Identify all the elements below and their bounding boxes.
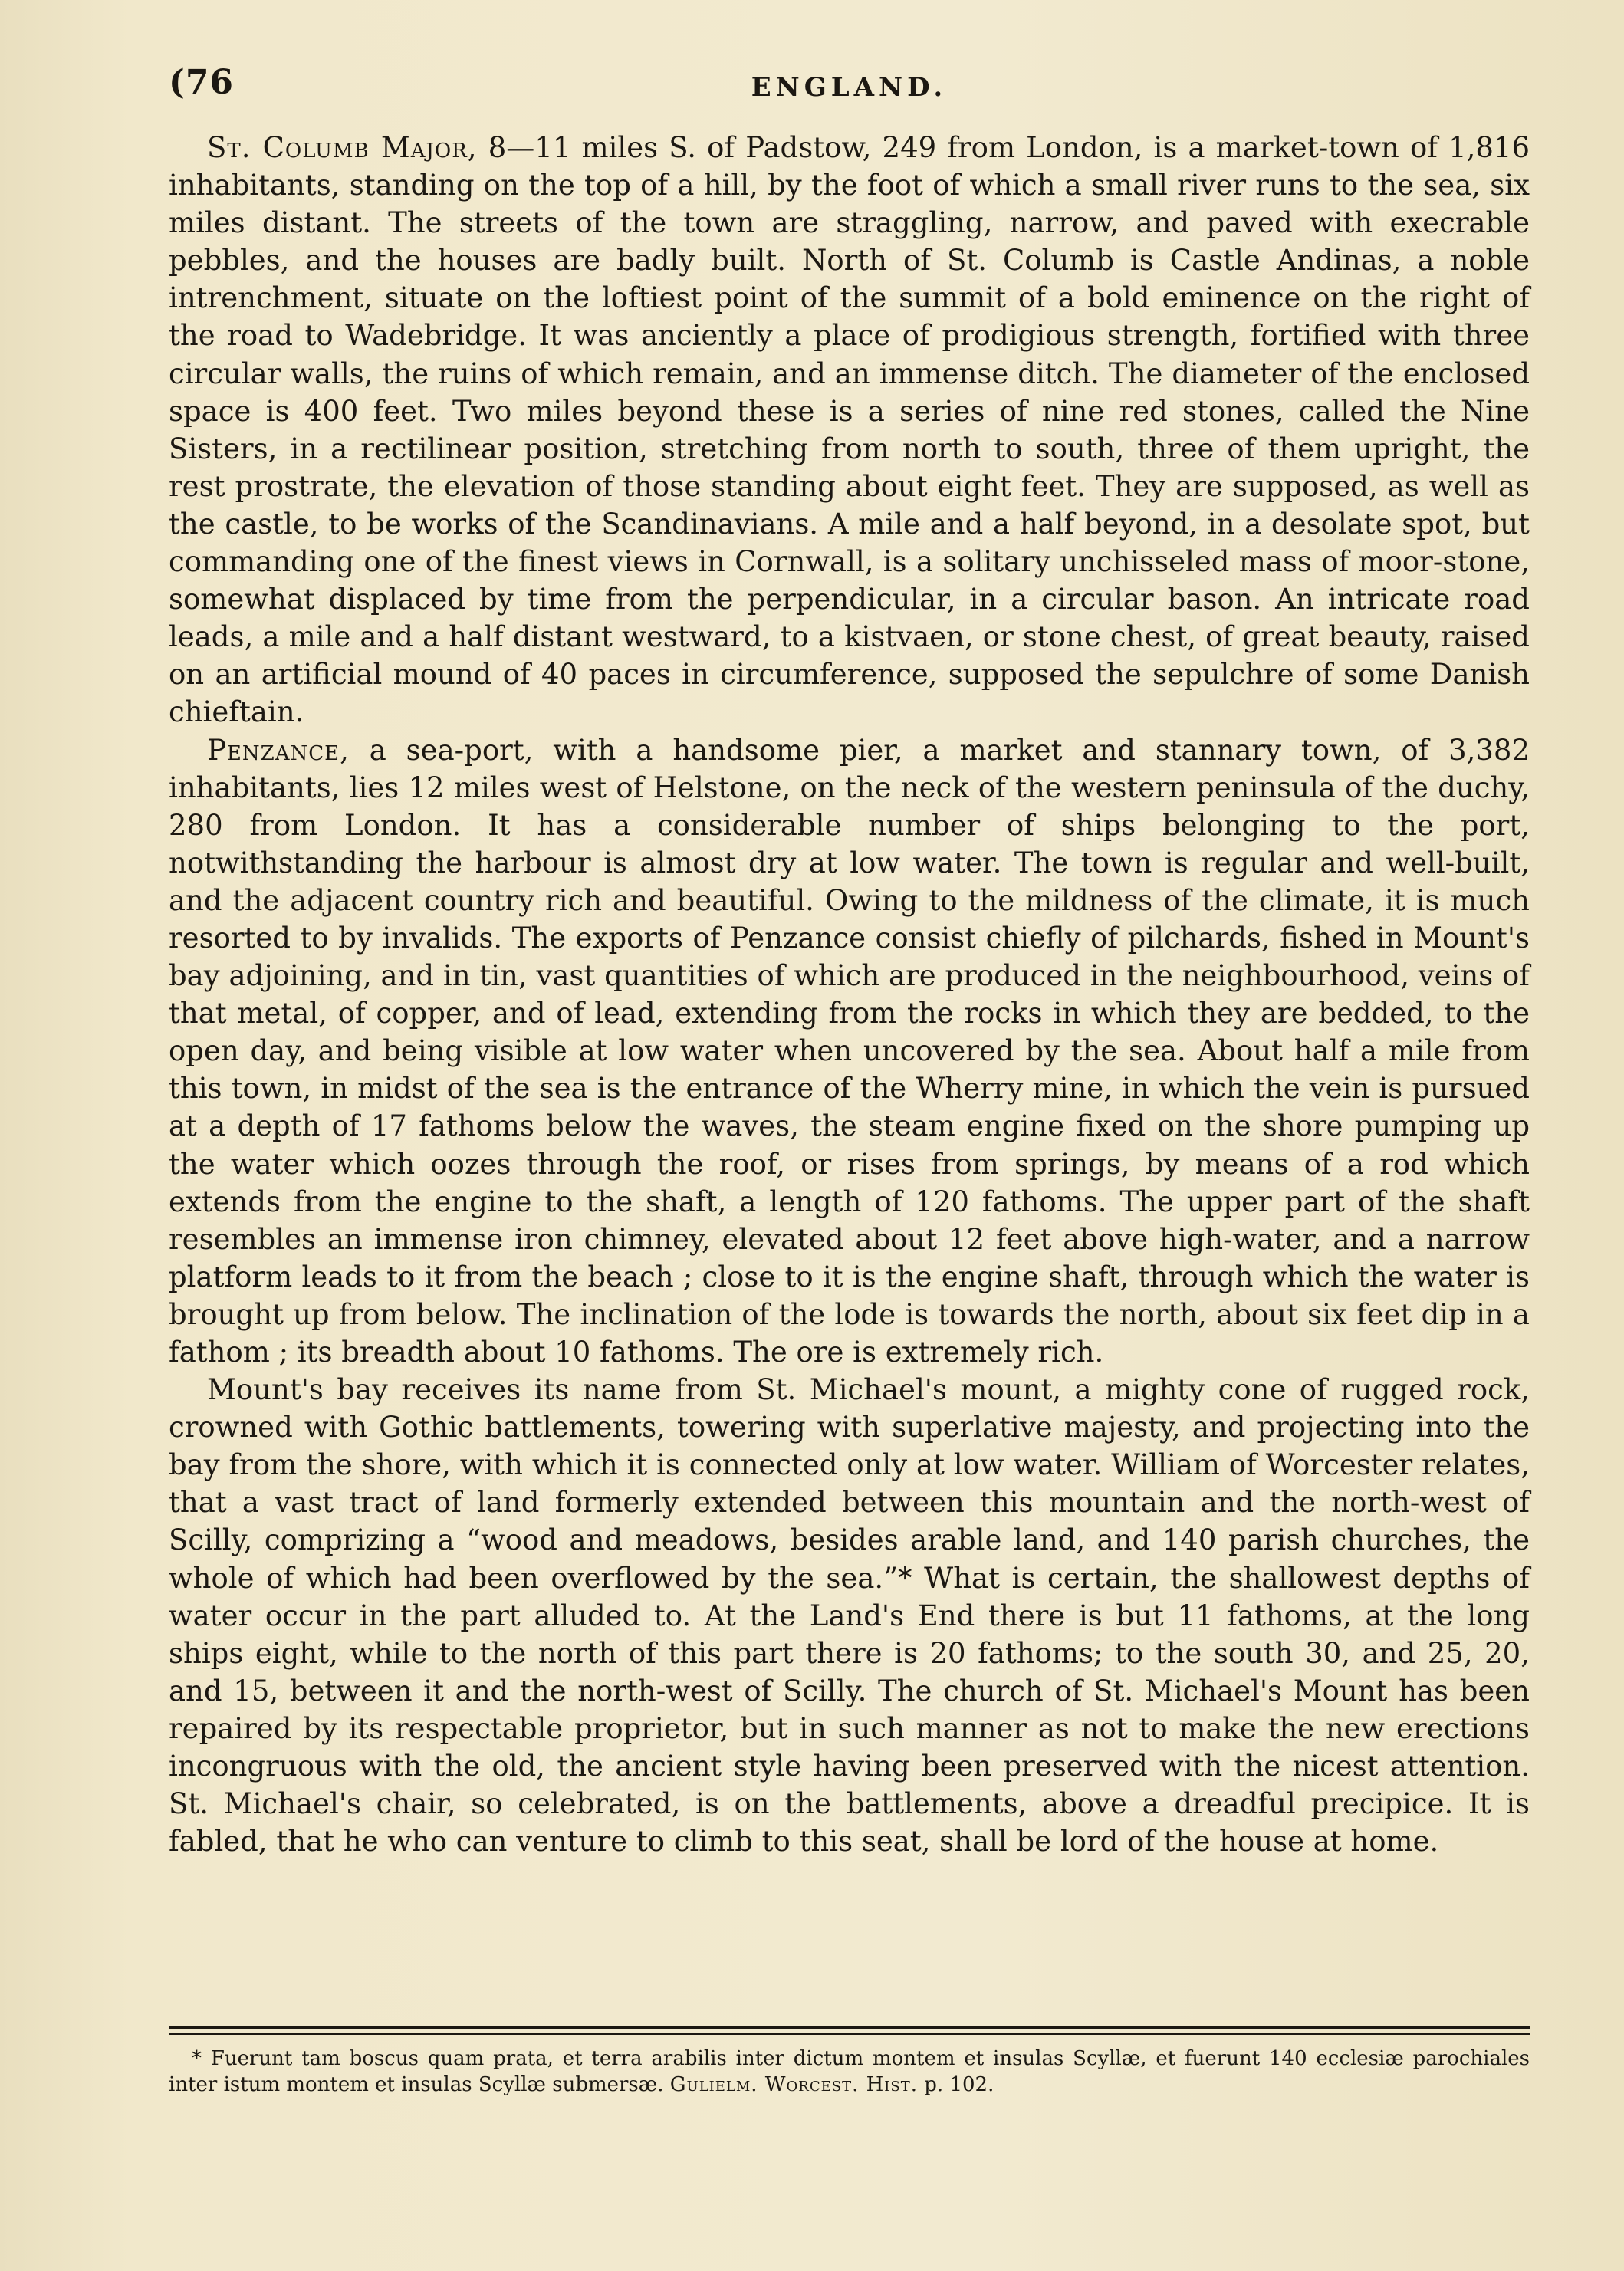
footnote-divider-thick xyxy=(169,2026,1530,2029)
paragraph-st-columb-major xyxy=(169,129,1530,731)
paragraph-penzance xyxy=(169,731,1530,1372)
paragraph-mounts-bay xyxy=(169,1371,1530,1860)
footnote xyxy=(169,2046,1530,2098)
body-text xyxy=(169,129,1530,1860)
paragraph-text-mounts-bay: Mount's bay receives its name from St. Michael's mount, a mighty cone of rugged rock, crowned with Gothic battlements, towering with superlative majesty, and projecting into the bay from the shore, with which it is connected only at low water. William of Worcester relates, that a vast tract of land formerly extended between this mountain and the north-west of Scilly, comprizing a “wood and meadows, besides arable land, and 140 parish churches, the whole of which had been overflowed by the sea.”* What is certain, the shallowest depths of water occur in the part alluded to. At the Land's End there is but 11 fathoms, at the long ships eight, while to the north of this part there is 20 fathoms; to the south 30, and 25, 20, and 15, between it and the north-west of Scilly. The church of St. Michael's Mount has been repaired by its respectable proprietor, but in such manner as not to make the new erections incongruous with the old, the ancient style having been preserved with the nicest attention. St. Michael's chair, so celebrated, is on the battlements, above a dreadful precipice. It is fabled, that he who can venture to climb to this seat, shall be lord of the house at home. xyxy=(169,1373,1530,1859)
footnote-paragraph xyxy=(169,2046,1530,2098)
paragraph-lead-penzance: Penzance, xyxy=(207,733,350,767)
footnote-page: p. 102. xyxy=(924,2073,994,2096)
page-header xyxy=(169,63,1530,109)
footnote-citation: Gulielm. Worcest. Hist. xyxy=(669,2073,919,2096)
footnote-text: * Fuerunt tam boscus quam prata, et terra arabilis inter dictum montem et insulas Scyllæ, et fuerunt 140 ecclesiæ parochiales inter istum montem et insulas Scyllæ submersæ. xyxy=(169,2047,1530,2096)
footnote-divider-thin xyxy=(169,2033,1530,2035)
paragraph-text-st-columb-major: 8—11 miles S. of Padstow, 249 from London, is a market-town of 1,816 inhabitants, standing on the top of a hill, by the foot of which a small river runs to the sea, six miles distant. The streets of the town are straggling, narrow, and paved with execrable pebbles, and the houses are badly built. North of St. Columb is Castle Andinas, a noble intrenchment, situate on the loftiest point of the summit of a bold eminence on the right of the road to Wadebridge. It was anciently a place of prodigious strength, fortified with three circular walls, the ruins of which remain, and an immense ditch. The diameter of the enclosed space is 400 feet. Two miles beyond these is a series of nine red stones, called the Nine Sisters, in a rectilinear position, stretching from north to south, three of them upright, the rest prostrate, the elevation of those standing about eight feet. They are supposed, as well as the castle, to be works of the Scandinavians. A mile and a half beyond, in a desolate spot, but commanding one of the finest views in Cornwall, is a solitary unchisseled mass of moor-stone, somewhat displaced by time from the perpendicular, in a circular bason. An intricate road leads, a mile and a half distant westward, to a kistvaen, or stone chest, of great beauty, raised on an artificial mound of 40 paces in circumference, supposed the sepulchre of some Danish chieftain. xyxy=(169,131,1530,729)
running-head: ENGLAND. xyxy=(751,72,948,103)
paragraph-lead-st-columb-major: St. Columb Major, xyxy=(207,131,478,164)
paragraph-text-penzance: a sea-port, with a handsome pier, a market and stannary town, of 3,382 inhabitants, lies 12 miles west of Helstone, on the neck of the western peninsula of the duchy, 280 from London. It has a considerable number of ships belonging to the port, notwithstanding the harbour is almost dry at low water. The town is regular and well-built, and the adjacent country rich and beautiful. Owing to the mildness of the climate, it is much resorted to by invalids. The exports of Penzance consist chiefly of pilchards, fished in Mount's bay adjoining, and in tin, vast quantities of which are produced in the neighbourhood, veins of that metal, of copper, and of lead, extending from the rocks in which they are bedded, to the open day, and being visible at low water when uncovered by the sea. About half a mile from this town, in midst of the sea is the entrance of the Wherry mine, in which the vein is pursued at a depth of 17 fathoms below the waves, the steam engine fixed on the shore pumping up the water which oozes through the roof, or rises from springs, by means of a rod which extends from the engine to the shaft, a length of 120 fathoms. The upper part of the shaft resembles an immense iron chimney, elevated about 12 feet above high-water, and a narrow platform leads to it from the beach ; close to it is the engine shaft, through which the water is brought up from below. The inclination of the lode is towards the north, about six feet dip in a fathom ; its breadth about 10 fathoms. The ore is extremely rich. xyxy=(169,733,1530,1369)
page-number: (76 xyxy=(169,63,235,102)
